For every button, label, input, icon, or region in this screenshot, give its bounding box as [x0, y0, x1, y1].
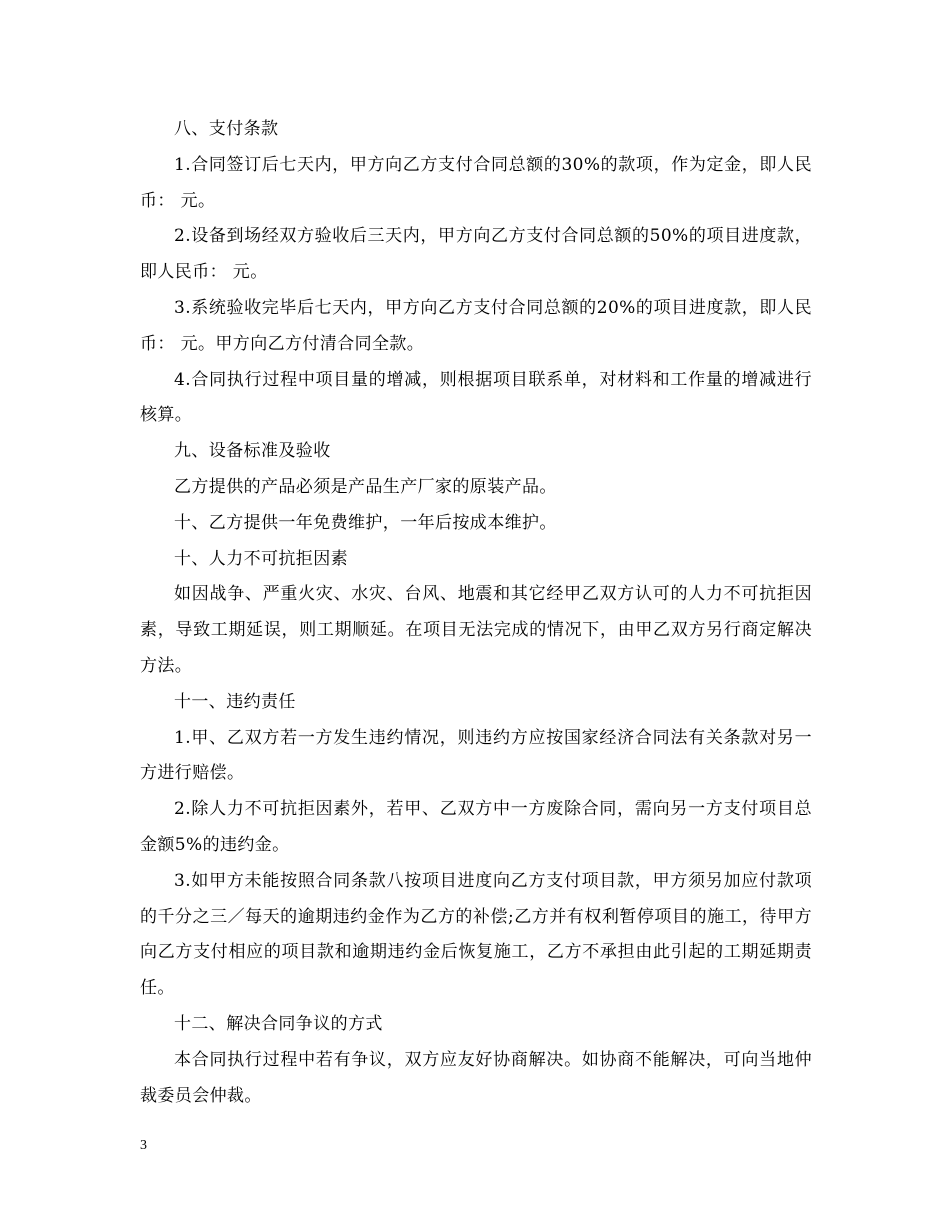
paragraph-breach-3: 3.如甲方未能按照合同条款八按项目进度向乙方支付项目款，甲方须另加应付款项的千分之三／每天的逾期违约金作为乙方的补偿;乙方并有权利暂停项目的施工，待甲方向乙方支付相应的项目款和逾期违约金后恢复施工，乙方不承担由此引起的工期延期责任。 [140, 870, 812, 999]
paragraph-payment-2: 2.设备到场经双方验收后三天内，甲方向乙方支付合同总额的50%的项目进度款，即人民币： 元。 [140, 226, 812, 283]
section-heading-dispute: 十二、解决合同争议的方式 [174, 1013, 383, 1034]
section-heading-equipment-standards: 九、设备标准及验收 [174, 441, 331, 462]
paragraph-payment-3: 3.系统验收完毕后七天内，甲方向乙方支付合同总额的20%的项目进度款，即人民币： 元。甲方向乙方付清合同全款。 [140, 297, 812, 354]
page-number: 3 [140, 1138, 147, 1153]
paragraph-payment-4: 4.合同执行过程中项目量的增减，则根据项目联系单，对材料和工作量的增减进行核算。 [140, 369, 812, 426]
document-body [140, 112, 812, 1114]
section-heading-maintenance: 十、乙方提供一年免费维护，一年后按成本维护。 [174, 512, 557, 533]
section-heading-breach: 十一、违约责任 [174, 691, 296, 712]
paragraph-breach-1: 1.甲、乙双方若一方发生违约情况，则违约方应按国家经济合同法有关条款对另一方进行赔偿。 [140, 727, 812, 784]
paragraph-equipment: 乙方提供的产品必须是产品生产厂家的原装产品。 [174, 476, 557, 497]
paragraph-dispute: 本合同执行过程中若有争议，双方应友好协商解决。如协商不能解决，可向当地仲裁委员会仲裁。 [140, 1049, 812, 1106]
paragraph-breach-2: 2.除人力不可抗拒因素外，若甲、乙双方中一方废除合同，需向另一方支付项目总金额5%的违约金。 [140, 799, 812, 855]
paragraph-payment-1: 1.合同签订后七天内，甲方向乙方支付合同总额的30%的款项，作为定金，即人民币： 元。 [140, 154, 812, 211]
paragraph-force-majeure: 如因战争、严重火灾、水灾、台风、地震和其它经甲乙双方认可的人力不可抗拒因素，导致工期延误，则工期顺延。在项目无法完成的情况下，由甲乙双方另行商定解决方法。 [140, 584, 812, 676]
section-heading-force-majeure: 十、人力不可抗拒因素 [174, 548, 348, 569]
section-heading-payment-terms: 八、支付条款 [174, 119, 279, 139]
